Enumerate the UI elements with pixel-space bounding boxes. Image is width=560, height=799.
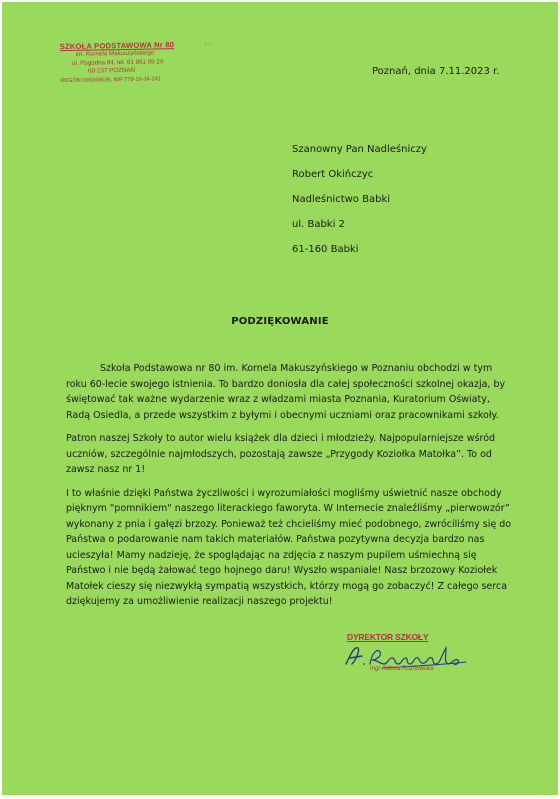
stamp-line-5: REGON 000246526, NIP 779-16-34-241 bbox=[60, 76, 161, 84]
signature-name: mgr Aldona Rożnowska bbox=[370, 666, 434, 672]
fold-mark: ⌐ bbox=[204, 40, 212, 50]
paragraph: I to właśnie dzięki Państwa życzliwości i wyrozumiałości mogliśmy uświetnić nasze obchody pięknym "pomnikiem" naszego literackiego faworyta. W Internecie znaleźliśmy „pierwowzór” wykonany z pnia i gałęzi brzozy. Ponieważ też chcieliśmy mieć podobnego, zwróciliśmy się do Państwa o podarowanie nam takich materiałów. Państwa pozytywna decyzja bardzo nas ucieszyła! Mamy nadzieję, że spoglądając na zdjęcia z naszym pupilem uśmiechną się Państwo i nie będą żałować tego hojnego daru! Wyszło wspaniale! Nasz brzozowy Koziołek Matołek cieszy się niezwykłą sympatią wszystkich, którzy mogą go zobaczyć! Z całego serca dziękujemy za umożliwienie realizacji naszego projektu! bbox=[66, 487, 512, 607]
stamp-line-3: ul. Pogodna 84, tel. 61 861 05 24 bbox=[71, 58, 164, 67]
letter-body bbox=[66, 361, 515, 618]
letter-date: Poznań, dnia 7.11.2023 r. bbox=[372, 66, 500, 77]
recipient-address bbox=[292, 137, 427, 262]
recipient-name: Robert Okińczyc bbox=[292, 169, 374, 180]
stamp-line-2: im. Kornela Makuszyńskiego bbox=[75, 49, 155, 59]
letter-page bbox=[2, 2, 558, 795]
recipient-street: ul. Babki 2 bbox=[292, 219, 345, 230]
letter-title: PODZIĘKOWANIE bbox=[231, 316, 329, 327]
recipient-city: 61-160 Babki bbox=[292, 244, 359, 255]
recipient-salutation: Szanowny Pan Nadleśniczy bbox=[292, 144, 427, 155]
signature-block bbox=[342, 632, 482, 672]
paragraph: Szkoła Podstawowa nr 80 im. Kornela Makuszyńskiego w Poznaniu obchodzi w tym roku 60-lecie swojego istnienia. To bardzo doniosła dla całej społeczności szkolnej okazja, by świętować tak ważne wydarzenie wraz z władzami miasta Poznania, Kuratorium Oświaty, Radą Osiedla, a przede wszystkim z byłymi i obecnymi uczniami oraz pracownikami szkoły. bbox=[66, 363, 506, 421]
stamp-line-4: 60-137 POZNAŃ bbox=[88, 67, 135, 75]
paragraph: Patron naszej Szkoły to autor wielu książek dla dzieci i młodzieży. Najpopularniejsze wśród uczniów, szczególnie najmłodszych, pozostają zawsze „Przygody Koziołka Matołka”. To od zawsz nasz nr 1! bbox=[66, 433, 496, 475]
stamp-line-1: SZKOŁA PODSTAWOWA Nr 80 bbox=[59, 40, 175, 52]
signature-role: DYREKTOR SZKOŁY bbox=[347, 632, 429, 642]
school-stamp bbox=[60, 41, 191, 85]
recipient-office: Nadleśnictwo Babki bbox=[292, 194, 391, 205]
